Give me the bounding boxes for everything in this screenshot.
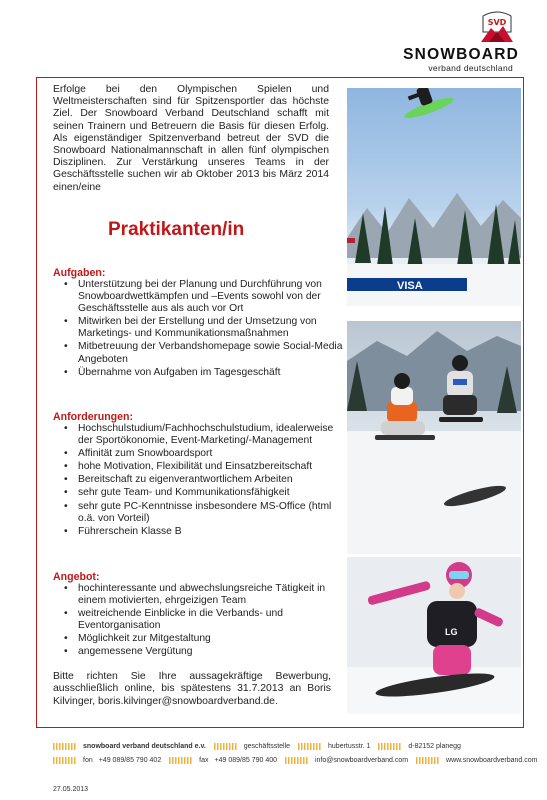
section-aufgaben xyxy=(53,267,343,380)
footer-phone: +49 089/85 790 402 xyxy=(98,757,162,765)
footer-bars-icon xyxy=(53,757,77,764)
footer-office: geschäftsstelle xyxy=(243,743,291,751)
photo-snowboard-carve xyxy=(347,557,521,714)
list-item: • Mitwirken bei der Erstellung und der Umsetzung von Marketings- und Kommunikationsmaßnahmen xyxy=(64,316,317,340)
footer-org: snowboard verband deutschland e.v. xyxy=(83,743,206,751)
list-item: • Mitbetreuung der Verbandshomepage sowie Social-Media Angeboten xyxy=(64,341,343,365)
footer-phone-label: fon xyxy=(83,757,93,765)
footer-bars-icon xyxy=(416,757,440,764)
footer-address-row xyxy=(53,743,467,753)
closing-paragraph: Bitte richten Sie Ihre aussagekräftige Bewerbung, ausschließlich online, bis spätestens 31.7.2013 an Boris Kilvinger, boris.kilvinger@snowboardverband.de. xyxy=(53,671,331,707)
list-item: • angemessene Vergütung xyxy=(64,646,193,658)
list-item: • Führerschein Klasse B xyxy=(64,525,182,537)
footer-bars-icon xyxy=(378,743,402,750)
document-date: 27.05.2013 xyxy=(53,786,89,793)
section-heading: Angebot: xyxy=(53,571,100,583)
section-angebot xyxy=(53,571,343,660)
logo-wordmark: SNOWBOARD xyxy=(403,46,519,63)
list-item: • Unterstützung bei der Planung und Durchführung von Snowboardwettkämpfen und –Events sowohl von der Geschäftsstelle aus als auch vor Ort xyxy=(64,279,322,315)
footer-fax: +49 089/85 790 400 xyxy=(214,757,277,765)
section-heading: Anforderungen: xyxy=(53,411,134,423)
job-title: Praktikanten/in xyxy=(108,219,245,240)
list-item: • hohe Motivation, Flexibilität und Einsatzbereitschaft xyxy=(64,461,313,473)
bib-text: LG xyxy=(445,627,458,637)
list-item: • hochinteressante und abwechslungsreiche Tätigkeit in einem motivierten, ehrgeizigen Team xyxy=(64,583,326,607)
photo-snowboardcross xyxy=(347,321,521,554)
svd-logo xyxy=(379,8,529,72)
footer-street: hubertusstr. 1 xyxy=(328,743,371,751)
footer-contact-row xyxy=(53,757,543,767)
photo-halfpipe-jump xyxy=(347,88,521,306)
footer-email[interactable]: info@snowboardverband.com xyxy=(314,757,409,765)
visa-banner-text: VISA xyxy=(397,280,423,292)
logo-badge-text: SVD xyxy=(487,18,507,27)
section-anforderungen xyxy=(53,411,343,539)
footer-fax-label: fax xyxy=(199,757,209,765)
footer-city: d-82152 planegg xyxy=(408,743,461,751)
list-item: • weitreichende Einblicke in die Verbands- und Eventorganisation xyxy=(64,608,283,632)
footer-web[interactable]: www.snowboardverband.com xyxy=(446,757,538,765)
mountain-logo-icon xyxy=(479,8,515,44)
logo-subtitle: verband deutschland xyxy=(428,63,513,73)
footer-bars-icon xyxy=(53,743,77,750)
footer-bars-icon xyxy=(285,757,309,764)
footer-bars-icon xyxy=(214,743,238,750)
list-item: • sehr gute PC-Kenntnisse insbesondere MS-Office (html o.ä. von Vorteil) xyxy=(64,500,332,524)
list-item: • sehr gute Team- und Kommunikationsfähigkeit xyxy=(64,487,290,499)
list-item: • Bereitschaft zu eigenverantwortlichem Arbeiten xyxy=(64,474,293,486)
section-heading: Aufgaben: xyxy=(53,267,106,279)
list-item: • Hochschulstudium/Fachhochschulstudium, idealerweise der Sportökonomie, Event-Marketing/-Management xyxy=(64,423,334,447)
list-item: • Übernahme von Aufgaben im Tagesgeschäft xyxy=(64,366,281,378)
list-item: • Möglichkeit zur Mitgestaltung xyxy=(64,633,211,645)
footer-bars-icon xyxy=(169,757,193,764)
list-item: • Affinität zum Snowboardsport xyxy=(64,448,213,460)
footer-bars-icon xyxy=(298,743,322,750)
intro-paragraph: Erfolge bei den Olympischen Spielen und Weltmeisterschaften sind für Spitzensportler das höchste Ziel. Der Snowboard Verband Deutschland schafft mit seinen Trainern und Betreuern die Basis für diesen Erfolg. Als eigenständiger Spitzenverband betreut der SVD die Snowboard Nationalmannschaft in allen fünf olympischen Disziplinen. Zur Verstärkung unseres Teams in der Geschäftsstelle suchen wir ab Oktober 2013 bis März 2014 einen/eine xyxy=(53,84,329,193)
